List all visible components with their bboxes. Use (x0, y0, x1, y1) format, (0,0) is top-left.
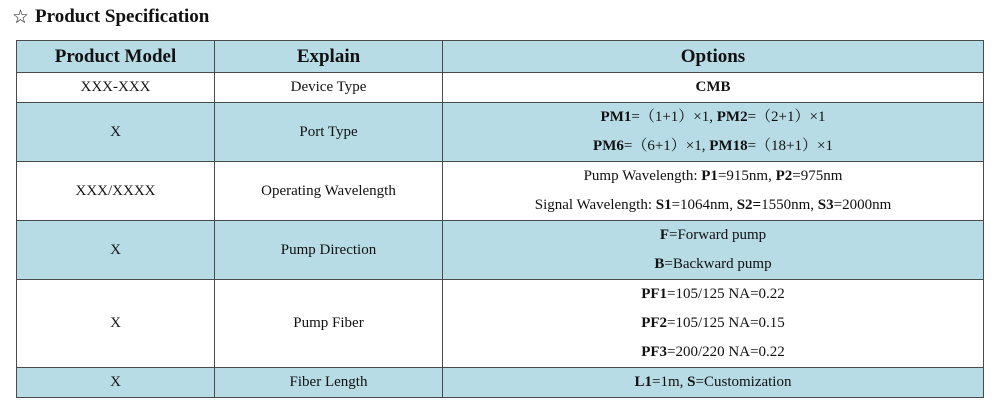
option-line (449, 191, 977, 220)
section-heading (12, 3, 209, 31)
model-cell: X (17, 280, 215, 368)
option-line (449, 250, 977, 279)
table-header-row (17, 41, 984, 73)
table-row (17, 221, 984, 280)
option-text: =（18+1）×1 (747, 138, 833, 154)
option-code: P2 (775, 168, 793, 184)
options-cell (443, 162, 984, 221)
option-line (449, 221, 977, 250)
table-row (17, 280, 984, 368)
option-text: =（2+1）×1 (747, 109, 826, 125)
table-row (17, 103, 984, 162)
explain-cell: Device Type (215, 73, 443, 103)
model-cell: X (17, 368, 215, 398)
option-code: S1 (655, 197, 672, 213)
option-text: Signal Wavelength: (534, 197, 656, 213)
option-code: P1 (701, 168, 718, 184)
option-code: L1 (634, 374, 653, 390)
model-cell: X (17, 103, 215, 162)
option-code: S2= (736, 197, 762, 213)
section-title: Product Specification (35, 6, 210, 27)
option-line (449, 280, 977, 309)
option-line (449, 73, 977, 102)
option-code: PM2 (716, 109, 748, 125)
option-text: Pump Wavelength: (583, 168, 702, 184)
option-text: =915nm, (717, 168, 776, 184)
option-line (449, 338, 977, 367)
explain-cell: Operating Wavelength (215, 162, 443, 221)
option-text: =（6+1）×1, (623, 138, 710, 154)
option-text: =105/125 NA=0.15 (667, 315, 785, 331)
option-line (449, 368, 977, 397)
option-line (449, 103, 977, 132)
option-code: PF1 (641, 286, 668, 302)
option-code: B (654, 256, 665, 272)
options-cell (443, 280, 984, 368)
option-code: PM6 (593, 138, 624, 154)
header-explain: Explain (215, 41, 443, 73)
model-cell: X (17, 221, 215, 280)
option-text: =Backward pump (664, 256, 772, 272)
option-line (449, 162, 977, 191)
option-text: =1m, (652, 374, 688, 390)
options-cell (443, 73, 984, 103)
option-line (449, 132, 977, 161)
option-code: PF3 (641, 344, 668, 360)
option-code: PM1 (600, 109, 632, 125)
model-cell: XXX-XXX (17, 73, 215, 103)
table-row (17, 73, 984, 103)
star-icon: ☆ (12, 6, 30, 28)
explain-cell: Pump Fiber (215, 280, 443, 368)
explain-cell: Fiber Length (215, 368, 443, 398)
option-text: 1550nm, (761, 197, 818, 213)
model-cell: XXX/XXXX (17, 162, 215, 221)
option-text: =（1+1）×1, (631, 109, 717, 125)
table-row (17, 162, 984, 221)
option-code: S3 (817, 197, 834, 213)
option-text: =1064nm, (671, 197, 737, 213)
table-row (17, 368, 984, 398)
options-cell (443, 103, 984, 162)
options-cell (443, 221, 984, 280)
header-options: Options (443, 41, 984, 73)
option-text: =975nm (792, 168, 843, 184)
option-code: PF2 (641, 315, 668, 331)
option-text: =105/125 NA=0.22 (667, 286, 785, 302)
option-code: PM18 (709, 138, 748, 154)
option-code: S (687, 374, 696, 390)
option-text: =Customization (695, 374, 792, 390)
option-text: =200/220 NA=0.22 (667, 344, 785, 360)
header-product-model: Product Model (17, 41, 215, 73)
option-text: =2000nm (833, 197, 892, 213)
option-code: CMB (695, 79, 731, 95)
options-cell (443, 368, 984, 398)
explain-cell: Port Type (215, 103, 443, 162)
spec-table (16, 40, 984, 398)
option-text: =Forward pump (668, 227, 767, 243)
explain-cell: Pump Direction (215, 221, 443, 280)
option-code: F (659, 227, 669, 243)
option-line (449, 309, 977, 338)
